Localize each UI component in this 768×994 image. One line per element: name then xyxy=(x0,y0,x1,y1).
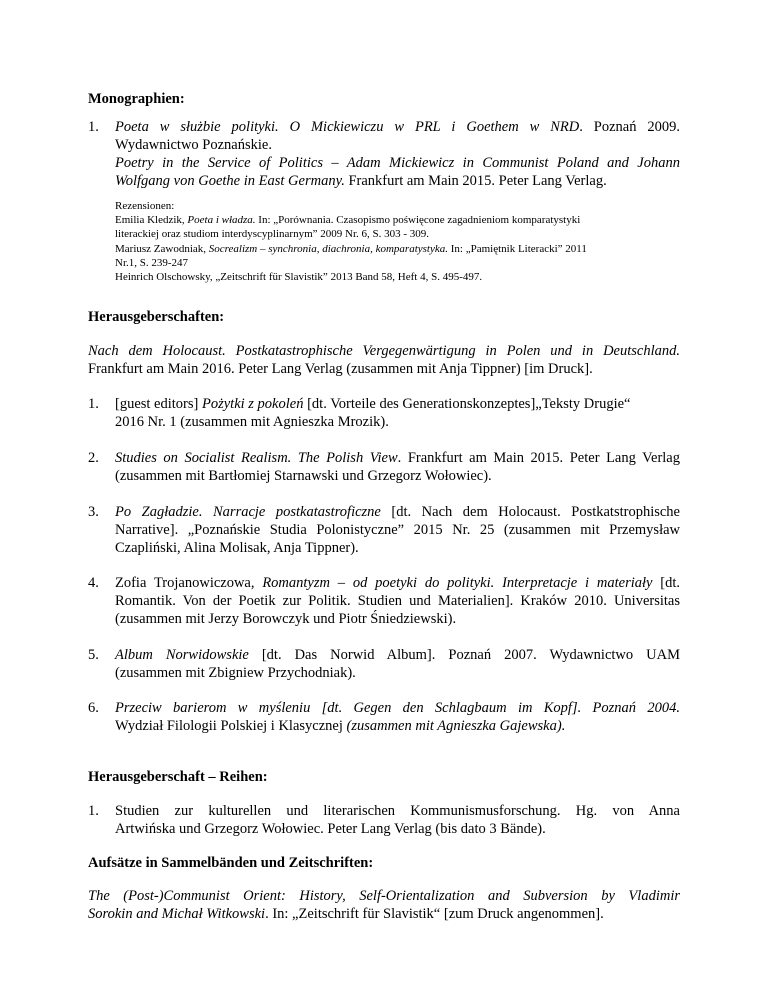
list-number: 2. xyxy=(88,450,99,466)
list-number: 1. xyxy=(88,803,99,819)
edited-entry-2 xyxy=(115,449,680,485)
section-heading-herausgeberschaften: Herausgeberschaften: xyxy=(88,309,225,325)
list-number: 5. xyxy=(88,647,99,663)
review-source: In: „Pamiętnik Literacki” 2011 xyxy=(448,242,587,255)
section-heading-reihen: Herausgeberschaft – Reihen: xyxy=(88,769,268,785)
edited-entry-5 xyxy=(115,646,680,682)
article-title: The (Post-)Communist Orient: History, Self-Orientalization and Subversion by Vladimir xyxy=(88,888,680,904)
entry-text: [dt. Vorteile des Generationskonzeptes]„Teksty Drugie“ xyxy=(303,396,631,412)
series-entry xyxy=(115,802,680,838)
reviews-block xyxy=(115,199,680,284)
entry-text: 2016 Nr. 1 (zusammen mit Agnieszka Mrozik). xyxy=(115,414,389,430)
list-number: 3. xyxy=(88,504,99,520)
article-title-cont: Sorokin and Michał Witkowski xyxy=(88,906,266,922)
intro-publisher: Frankfurt am Main 2016. Peter Lang Verlag (zusammen mit Anja Tippner) [im Druck]. xyxy=(88,361,593,377)
list-number: 6. xyxy=(88,700,99,716)
entry-title: Album Norwidowskie xyxy=(115,647,249,663)
article-source: . In: „Zeitschrift für Slavistik“ [zum Druck angenommen]. xyxy=(265,906,604,922)
monograph-title-en: Poetry in the Service of Politics – Adam Mickiewicz in Communist Poland and Johann xyxy=(115,155,680,171)
entry-text: (zusammen mit Jerzy Borowczyk und Piotr Śniedziewski). xyxy=(115,611,457,627)
review-source: In: „Porównania. Czasopismo poświęcone zagadnieniom komparatystyki xyxy=(255,214,581,227)
entry-text: . Frankfurt am Main 2015. Peter Lang Verlag xyxy=(397,450,680,466)
list-number: 1. xyxy=(88,396,99,412)
list-number: 4. xyxy=(88,575,99,591)
intro-title: Nach dem Holocaust. Postkatastrophische Vergegenwärtigung in Polen und in Deutschland. xyxy=(88,343,680,359)
entry-text: Wydział Filologii Polskiej i Klasycznej xyxy=(115,718,347,734)
entry-text: Czapliński, Alina Molisak, Anja Tippner). xyxy=(115,540,359,556)
monograph-entry xyxy=(115,118,680,190)
entry-text: (zusammen mit Bartłomiej Starnawski und Grzegorz Wołowiec). xyxy=(115,468,492,484)
section-heading-monographien: Monographien: xyxy=(88,91,185,107)
review-title: Poeta i władza. xyxy=(187,214,256,227)
list-number: 1. xyxy=(88,119,99,135)
review-author: Emilia Kledzik, xyxy=(115,214,188,227)
review-source-cont: Nr.1, S. 239-247 xyxy=(115,256,189,269)
monograph-en-publisher: Frankfurt am Main 2015. Peter Lang Verlag. xyxy=(344,173,607,189)
monograph-title-en-cont: Wolfgang von Goethe in East Germany. xyxy=(115,173,345,189)
entry-title: Romantyzm – od poetyki do polityki. Interpretacje i materiały xyxy=(262,575,653,591)
monograph-publisher-line: Wydawnictwo Poznańskie. xyxy=(115,137,272,153)
entry-title: Przeciw barierom w myśleniu [dt. Gegen den Schlagbaum im Kopf]. Poznań 2004. xyxy=(115,700,680,716)
entry-text: Romantik. Von der Poetik zur Politik. Studien und Materialien]. Kraków 2010. Universitas xyxy=(115,593,680,609)
entry-title: Po Zagładzie. Narracje postkatastroficzne xyxy=(115,504,381,520)
entry-text: [dt. xyxy=(652,575,680,591)
review-author: Mariusz Zawodniak, xyxy=(115,242,209,255)
entry-title: Studies on Socialist Realism. The Polish View xyxy=(115,450,398,466)
entry-text: [dt. Das Norwid Album]. Poznań 2007. Wydawnictwo UAM xyxy=(248,647,680,663)
entry-text: Zofia Trojanowiczowa, xyxy=(115,575,263,591)
review-source-cont: literackiej oraz studiom interdyscyplinarnym” 2009 Nr. 6, S. 303 - 309. xyxy=(115,228,430,241)
edited-entry-6 xyxy=(115,699,680,735)
entry-text: (zusammen mit Zbigniew Przychodniak). xyxy=(115,665,356,681)
article-entry xyxy=(88,887,680,923)
entry-text: [guest editors] xyxy=(115,396,202,412)
entry-text: Narrative]. „Poznańskie Studia Polonistyczne” 2015 Nr. 25 (zusammen mit Przemysław xyxy=(115,522,680,538)
monograph-publisher: . Poznań 2009. xyxy=(579,119,681,135)
edited-entry-3 xyxy=(115,503,680,557)
entry-title: Pożytki z pokoleń xyxy=(201,396,304,412)
monograph-title-pl: Poeta w służbie polityki. O Mickiewiczu w PRL i Goethem w NRD xyxy=(115,119,580,135)
entry-text: [dt. Nach dem Holocaust. Postkatstrophische xyxy=(380,504,680,520)
section-heading-aufsaetze: Aufsätze in Sammelbänden und Zeitschriften: xyxy=(88,855,374,871)
edited-entry-1 xyxy=(115,395,680,431)
reviews-label: Rezensionen: xyxy=(115,200,175,212)
entry-text: Studien zur kulturellen und literarischen Kommunismusforschung. Hg. von Anna xyxy=(115,803,680,819)
review-entry: Heinrich Olschowsky, „Zeitschrift für Slavistik” 2013 Band 58, Heft 4, S. 495-497. xyxy=(115,271,483,284)
edited-entry-4 xyxy=(115,574,680,628)
review-title: Socrealizm – synchronia, diachronia, komparatystyka. xyxy=(208,242,448,255)
entry-coeditors: (zusammen mit Agnieszka Gajewska). xyxy=(346,718,566,734)
edited-volume-intro xyxy=(88,342,680,378)
entry-text: Artwińska und Grzegorz Wołowiec. Peter Lang Verlag (bis dato 3 Bände). xyxy=(115,821,546,837)
